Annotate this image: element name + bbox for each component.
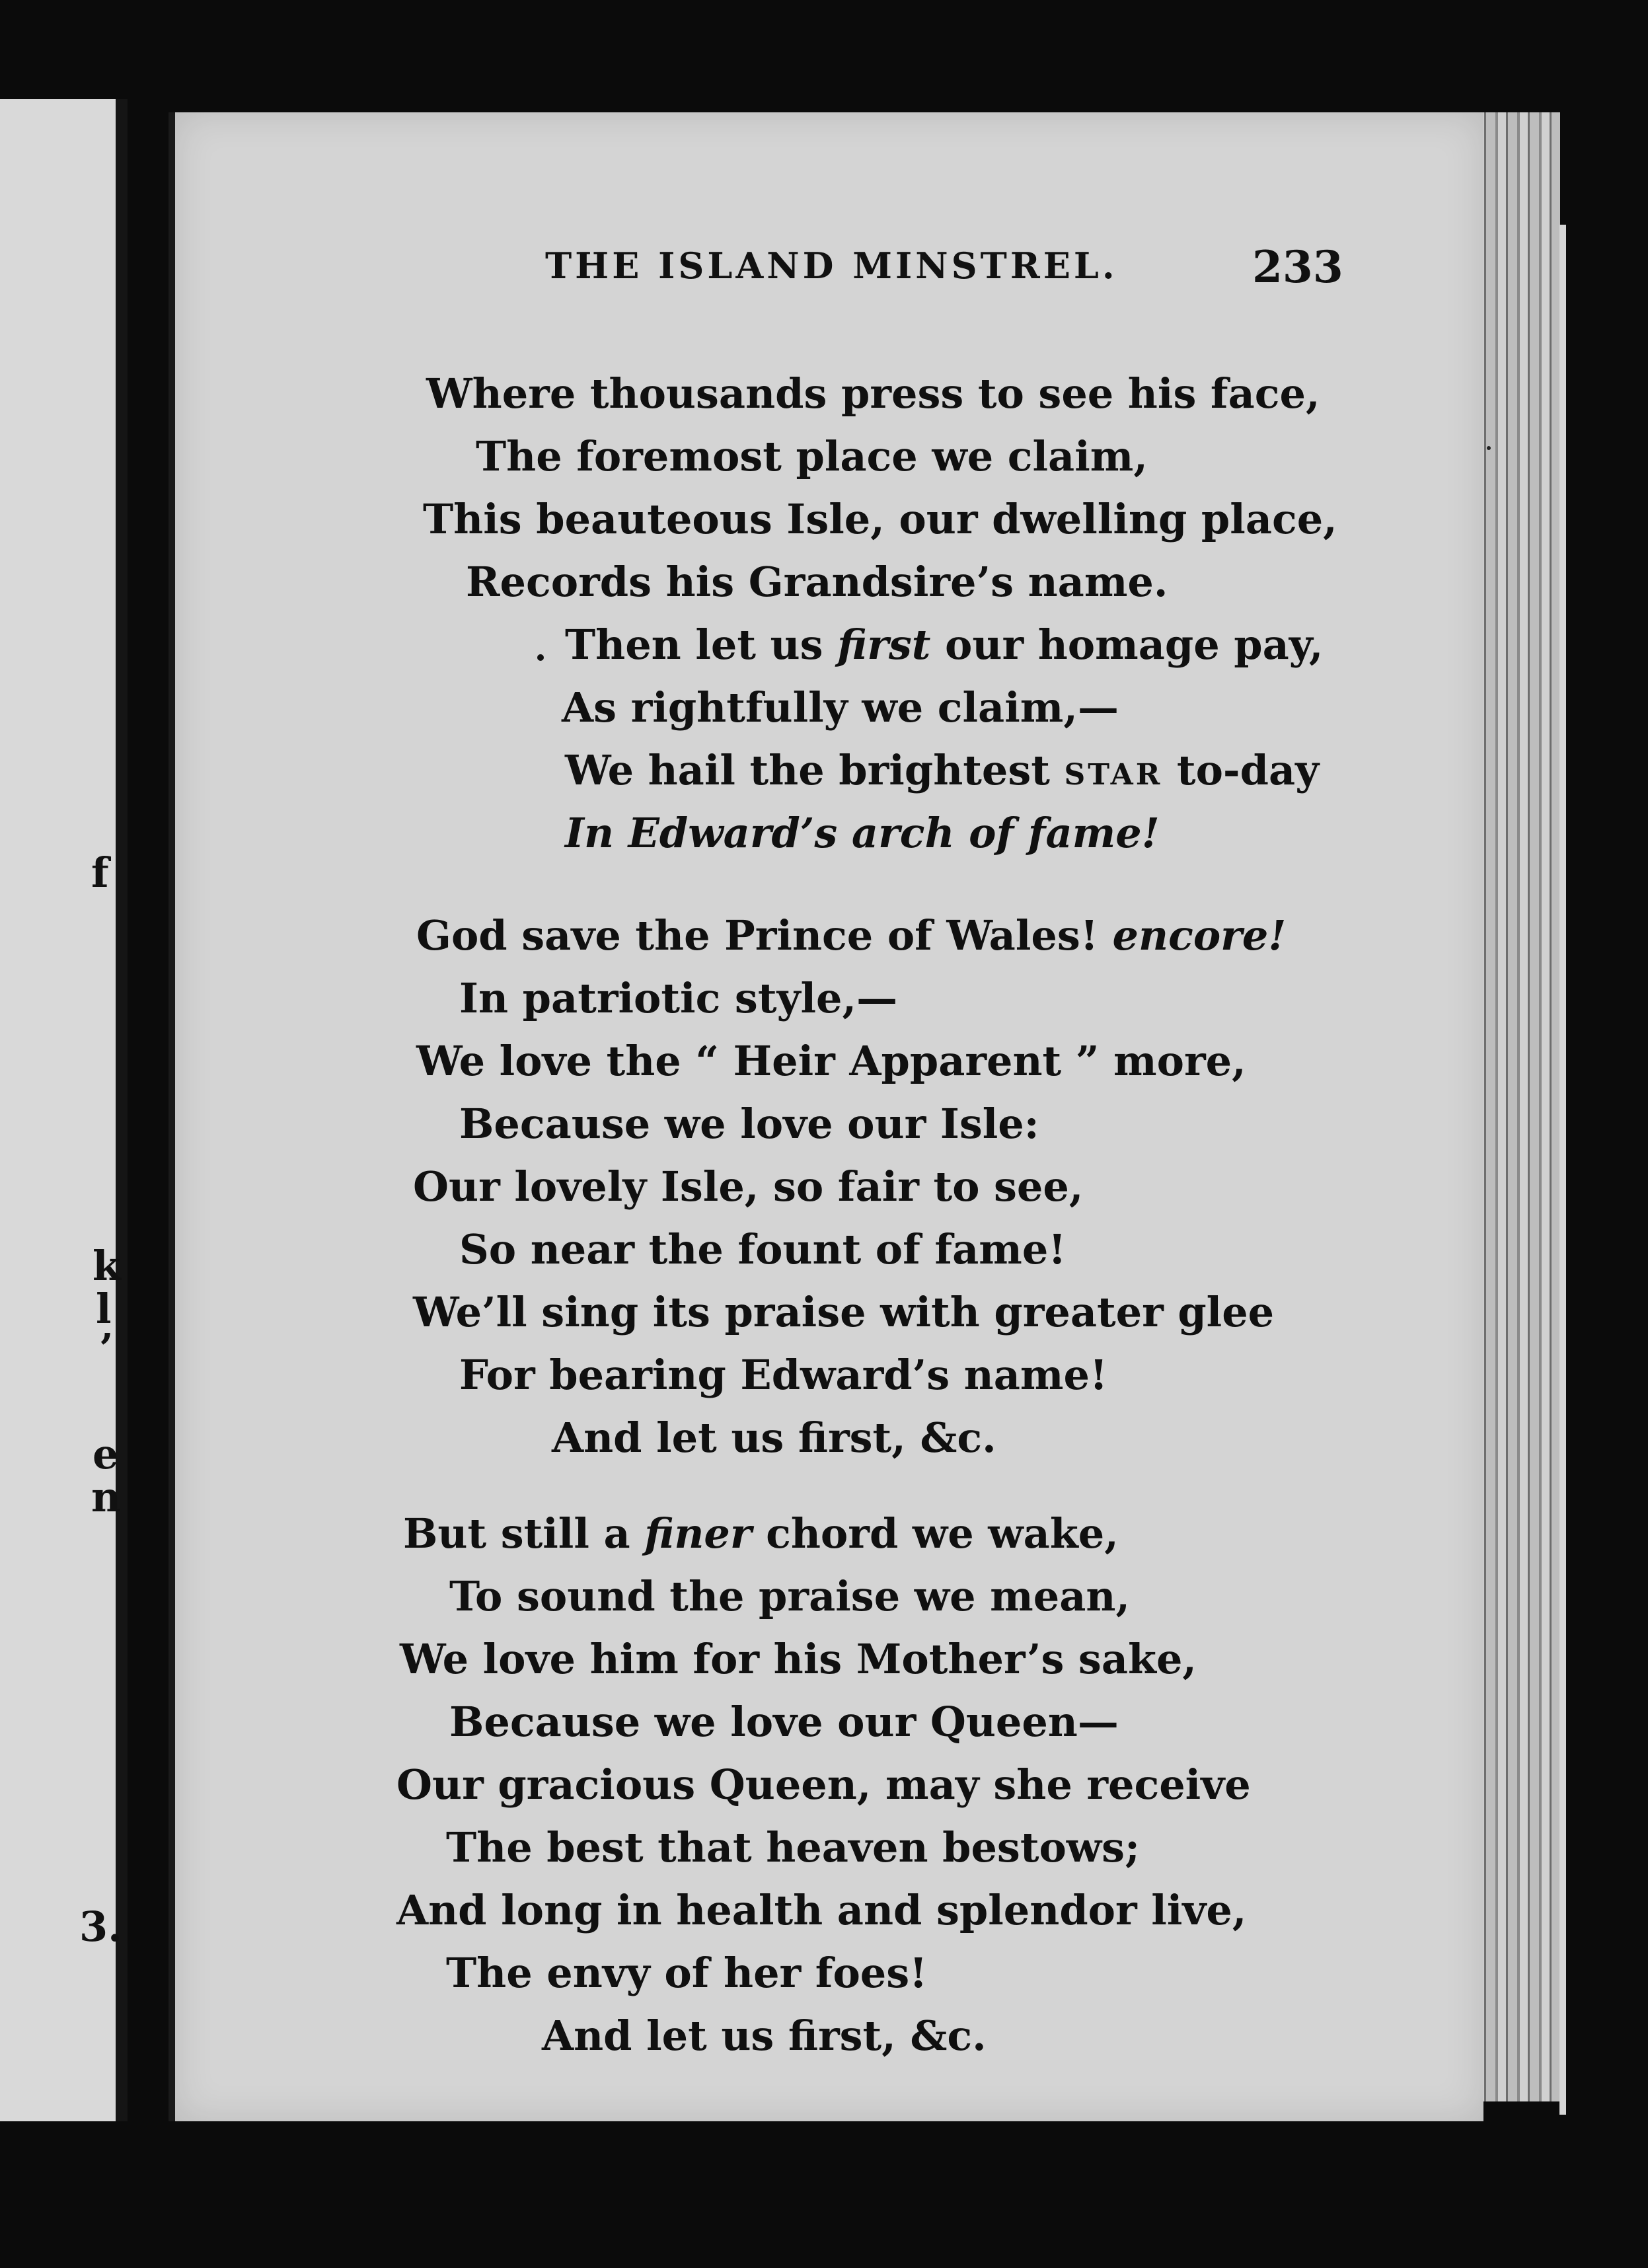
verse-line: Because we love our Isle: <box>459 1100 1039 1148</box>
verse-line: Our gracious Queen, may she receive <box>396 1760 1251 1809</box>
verse-line: The foremost place we claim, <box>476 432 1148 480</box>
adjacent-page-mark: e <box>93 1430 119 1478</box>
page-number: 233 <box>1252 241 1343 293</box>
verse-line: And let us first, &c. <box>552 1414 996 1462</box>
emphasis: encore! <box>1112 911 1287 960</box>
verse-line: Because we love our Queen— <box>449 1698 1119 1746</box>
emphasis: first <box>837 621 931 669</box>
adjacent-page <box>0 99 128 2121</box>
emphasis: finer <box>644 1509 752 1558</box>
verse-line: We love the “ Heir Apparent ” more, <box>416 1037 1246 1085</box>
verse-line: In Edward’s arch of fame! <box>565 809 1160 857</box>
verse-line: Where thousands press to see his face, <box>426 369 1320 418</box>
verse-line: We love him for his Mother’s sake, <box>400 1635 1197 1683</box>
verse-line: Our lovely Isle, so fair to see, <box>413 1162 1084 1211</box>
small-caps: STAR <box>1064 758 1163 792</box>
book-page <box>169 112 1483 2121</box>
ink-speck <box>537 654 544 661</box>
verse-line: The best that heaven bestows; <box>446 1823 1140 1871</box>
verse-line: The envy of her foes! <box>446 1949 928 1997</box>
verse-line: But still a finer chord we wake, <box>403 1509 1119 1558</box>
adjacent-page-mark: n <box>91 1473 122 1521</box>
adjacent-page-mark: k <box>93 1242 121 1290</box>
verse-line: We’ll sing its praise with greater glee <box>413 1288 1275 1336</box>
running-head: THE ISLAND MINSTREL. <box>545 245 1118 287</box>
page-edge-strip <box>1559 225 1566 2115</box>
verse-line: We hail the brightest STAR to-day <box>565 746 1320 794</box>
verse-line: For bearing Edward’s name! <box>459 1351 1108 1399</box>
adjacent-page-mark: f <box>91 849 109 897</box>
verse-line: And long in health and splendor live, <box>396 1886 1247 1934</box>
verse-line: God save the Prince of Wales! encore! <box>416 911 1287 960</box>
verse-line: As rightfully we claim,— <box>562 683 1119 732</box>
adjacent-page-mark: 3. <box>79 1903 122 1951</box>
verse-line: This beauteous Isle, our dwelling place, <box>423 495 1337 543</box>
ink-speck <box>1487 446 1491 450</box>
verse-line: Then let us first our homage pay, <box>565 621 1324 669</box>
verse-line: Records his Grandsire’s name. <box>466 558 1168 606</box>
adjacent-page-mark: l <box>96 1285 112 1333</box>
adjacent-page-mark: ’ <box>99 1324 114 1373</box>
verse-line: And let us first, &c. <box>542 2012 987 2060</box>
verse-line: To sound the praise we mean, <box>449 1572 1131 1620</box>
verse-line: In patriotic style,— <box>459 974 898 1022</box>
verse-line: So near the fount of fame! <box>459 1225 1067 1273</box>
